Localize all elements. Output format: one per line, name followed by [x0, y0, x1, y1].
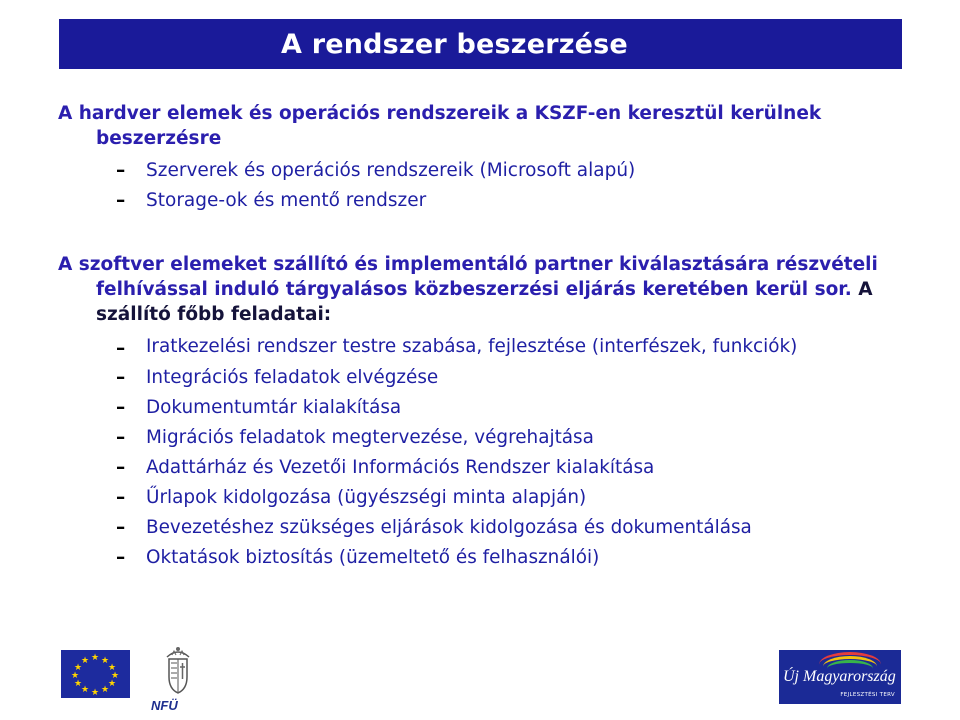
- list-item-text: Oktatások biztosítás (üzemeltető és felhasználói): [146, 547, 600, 568]
- heading-blue-text: A szoftver elemeket szállító és implementáló partner kiválasztására részvételi felhívással induló tárgyalásos közbeszerzési eljárás keretében kerül sor.: [58, 254, 878, 300]
- eu-flag-logo: [61, 650, 130, 698]
- list-item: [58, 363, 918, 393]
- dash-bullet: –: [116, 517, 126, 538]
- star-icon: ★: [101, 656, 110, 666]
- star-icon: ★: [108, 663, 117, 673]
- dash-bullet: –: [116, 367, 126, 388]
- star-icon: ★: [74, 679, 83, 689]
- list-item-text: Bevezetéshez szükséges eljárások kidolgozása és dokumentálása: [146, 517, 752, 538]
- title-banner: [59, 19, 902, 69]
- dash-bullet: –: [116, 427, 126, 448]
- section-heading: A hardver elemek és operációs rendszereik a KSZF-en keresztül kerülnek beszerzésre: [58, 103, 822, 149]
- list-item-text: Storage-ok és mentő rendszer: [146, 190, 427, 211]
- dash-bullet: –: [116, 190, 126, 211]
- nfu-text: NFÜ: [151, 698, 178, 713]
- list-item-text: Migrációs feladatok megtervezése, végrehajtása: [146, 427, 594, 448]
- star-icon: ★: [71, 671, 80, 681]
- umt-title: Új Magyarország: [783, 668, 896, 685]
- list-item: [58, 483, 918, 513]
- list-item: [58, 335, 918, 363]
- page-title: A rendszer beszerzése: [281, 28, 628, 60]
- section-heading: [58, 252, 918, 327]
- list-item-text: Iratkezelési rendszer testre szabása, fejlesztése (interfészek, funkciók): [146, 336, 798, 357]
- list-item: [58, 186, 918, 216]
- list-item-text: Szerverek és operációs rendszereik (Microsoft alapú): [146, 160, 636, 181]
- list-item: [58, 513, 918, 543]
- list-item: [58, 543, 918, 573]
- section-software: [58, 252, 918, 573]
- uj-magyarorszag-logo: [779, 650, 901, 704]
- dash-bullet: –: [116, 487, 126, 508]
- section-hardware: [58, 101, 918, 216]
- heading-dark-text: A szállító főbb feladatai:: [96, 279, 873, 325]
- dash-bullet: –: [116, 547, 126, 568]
- coat-of-arms-icon: [147, 645, 207, 697]
- star-icon: ★: [91, 653, 100, 663]
- dash-bullet: –: [116, 457, 126, 478]
- star-icon: ★: [108, 679, 117, 689]
- list-item-text: Dokumentumtár kialakítása: [146, 397, 402, 418]
- dash-bullet: –: [116, 338, 126, 359]
- list-item: [58, 156, 918, 186]
- bullet-list: [58, 335, 918, 573]
- star-icon: ★: [81, 656, 90, 666]
- umt-subtitle: FEJLESZTÉSI TERV: [840, 692, 895, 698]
- star-icon: ★: [91, 688, 100, 698]
- bullet-list: [58, 156, 918, 216]
- list-item: [58, 453, 918, 483]
- list-item: [58, 393, 918, 423]
- star-icon: ★: [101, 685, 110, 695]
- list-item-text: Integrációs feladatok elvégzése: [146, 367, 439, 388]
- list-item-text: Űrlapok kidolgozása (ügyészségi minta alapján): [146, 487, 587, 508]
- star-icon: ★: [81, 685, 90, 695]
- star-icon: ★: [74, 663, 83, 673]
- dash-bullet: –: [116, 160, 126, 181]
- star-icon: ★: [111, 671, 120, 681]
- list-item: [58, 423, 918, 453]
- dash-bullet: –: [116, 397, 126, 418]
- nfu-logo: [147, 645, 207, 715]
- list-item-text: Adattárház és Vezetői Információs Rendszer kialakítása: [146, 457, 655, 478]
